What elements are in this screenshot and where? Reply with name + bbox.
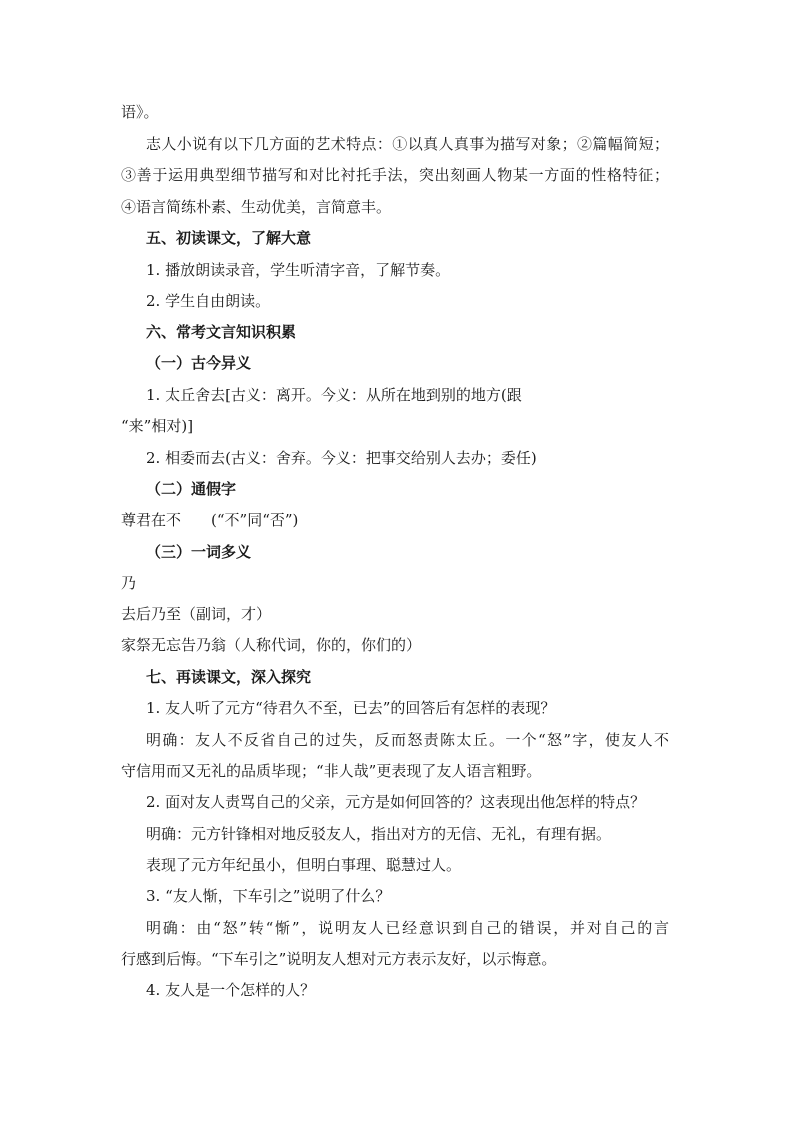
question-text: 3. “友人惭，下车引之”说明了什么？ xyxy=(146,887,391,905)
section-heading: 七、再读课文，深入探究 xyxy=(146,668,312,686)
paragraph-text: ③善于运用典型细节描写和对比衬托手法，突出刻画人物某一方面的性格特征； xyxy=(121,166,669,184)
question-text: 2. 面对友人责骂自己的父亲，元方是如何回答的？这表现出他怎样的特点？ xyxy=(146,793,646,811)
paragraph-text: 家祭无忘告乃翁（人称代词，你的，你们的） xyxy=(121,636,422,654)
subsection-heading: （三）一词多义 xyxy=(146,543,252,561)
answer-text: 行感到后悔。“下车引之”说明友人想对元方表示友好，以示悔意。 xyxy=(121,950,557,968)
section-heading: 六、常考文言知识积累 xyxy=(146,323,297,341)
answer-text: 明确：元方针锋相对地反驳友人，指出对方的无信、无礼，有理有据。 xyxy=(146,825,612,843)
paragraph-text: ④语言简练朴素、生动优美，言简意丰。 xyxy=(121,198,392,216)
list-item: 2. 相委而去(古义：舍弃。今义：把事交给别人去办；委任) xyxy=(146,449,537,467)
paragraph-text: 乃 xyxy=(121,574,137,592)
list-item: 1. 播放朗读录音，学生听清字音，了解节奏。 xyxy=(146,261,451,279)
paragraph-text: 志人小说有以下几方面的艺术特点：①以真人真事为描写对象；②篇幅简短； xyxy=(146,135,669,153)
answer-text: 守信用而又无礼的品质毕现；“非人哉”更表现了友人语言粗野。 xyxy=(121,762,542,780)
paragraph-text: 尊君在不 (“不”同“否”) xyxy=(121,511,299,529)
question-text: 1. 友人听了元方“待君久不至，已去”的回答后有怎样的表现？ xyxy=(146,699,556,717)
paragraph-continuation: 语》。 xyxy=(121,103,159,121)
list-item: 2. 学生自由朗读。 xyxy=(146,292,271,310)
subsection-heading: （一）古今异义 xyxy=(146,354,252,372)
section-heading: 五、初读课文，了解大意 xyxy=(146,229,312,247)
answer-text: 明确：友人不反省自己的过失，反而怒责陈太丘。一个“怒”字，使友人不 xyxy=(146,731,669,749)
paragraph-text: 去后乃至（副词，才） xyxy=(121,605,272,623)
answer-text: 明确：由“怒”转“惭”，说明友人已经意识到自己的错误，并对自己的言 xyxy=(146,919,669,937)
question-text: 4. 友人是一个怎样的人？ xyxy=(146,981,316,999)
answer-text: 表现了元方年纪虽小，但明白事理、聪慧过人。 xyxy=(146,856,462,874)
list-item-continuation: “来”相对)] xyxy=(121,417,194,435)
subsection-heading: （二）通假字 xyxy=(146,480,237,498)
list-item: 1. 太丘舍去[古义：离开。今义：从所在地到别的地方(跟 xyxy=(146,386,522,404)
